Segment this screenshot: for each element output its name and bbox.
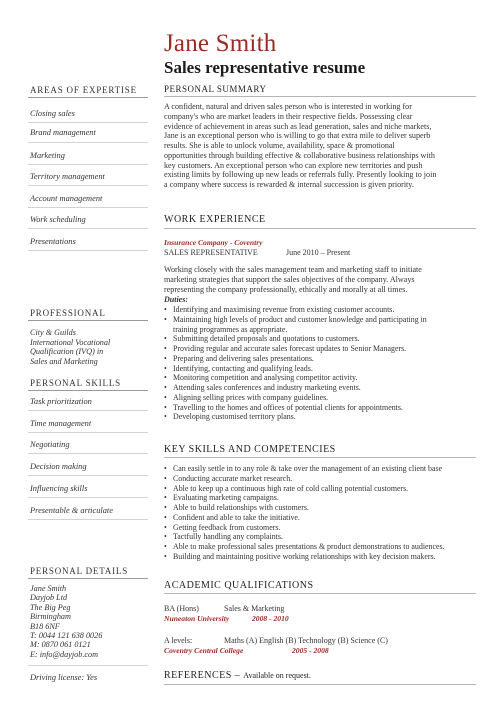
- bullet-icon: •: [164, 412, 167, 422]
- skill-item: Decision making: [30, 462, 87, 471]
- divider: [28, 250, 148, 251]
- expertise-item: Territory management: [30, 172, 105, 181]
- divider: [28, 228, 148, 229]
- divider: [28, 207, 148, 208]
- bullet-icon: •: [164, 493, 167, 503]
- skill-item: Task prioritization: [30, 397, 92, 406]
- skill-item: Time management: [30, 419, 92, 428]
- divider: [28, 432, 148, 433]
- expertise-rule: [28, 97, 148, 98]
- skill-item: Influencing skills: [30, 484, 88, 493]
- summary-rule: [164, 96, 476, 97]
- expertise-item: Presentations: [30, 237, 76, 246]
- bullet-icon: •: [164, 551, 167, 561]
- list-item: • Submitting detailed proposals and quotations to customers.: [164, 334, 360, 344]
- list-item: • Conducting accurate market research.: [164, 473, 293, 483]
- professional-heading: PROFESSIONAL: [30, 308, 106, 318]
- divider: [28, 122, 148, 123]
- duties-label: Duties:: [164, 295, 188, 304]
- bullet-icon: •: [164, 383, 167, 392]
- bullet-icon: •: [164, 344, 167, 353]
- list-item: • Can easily settle in to any role & take over the management of an existing client base: [164, 464, 443, 473]
- bullet-icon: •: [164, 363, 167, 373]
- skills-heading: KEY SKILLS AND COMPETENCIES: [164, 444, 336, 455]
- bullet-icon: •: [164, 483, 167, 493]
- work-intro: Working closely with the sales management team and marketing staff to initiate marketing strategies that support the sales objectives of the company. Always representing the company professionally, ethically and morally at all times.: [164, 265, 422, 294]
- bullet-icon: •: [164, 353, 167, 363]
- skill-item: Presentable & articulate: [30, 506, 113, 515]
- duties-list: [164, 305, 478, 422]
- contact-address: The Big Peg: [30, 602, 71, 612]
- personal-details-rule: [28, 578, 148, 579]
- list-item: • Identifying, contacting and qualifying leads.: [164, 363, 313, 373]
- personal-skills-rule: [28, 390, 148, 391]
- degree: BA (Hons): [164, 604, 199, 613]
- references-rule: [164, 684, 476, 685]
- references-text: Available on request.: [243, 671, 311, 680]
- divider: [28, 453, 148, 454]
- summary-text: A confident, natural and driven sales person who is interested in working for company's who are market leaders in their respective fields. Possessing clear evidence of achievement in areas such as lead generation, sales and niche markets, Jane is an exceptional person who is willing to go that extra mile to deliver superb results. She is able to unlock volume, availability, space & promotional opportunities through building effective & collaborative business relationships with key customers. An exceptional person who can explore new territories and push existing limits by following up new leads or referrals fully. Presently looking to join a company where success is rewarded & internal succession is given priority.: [164, 102, 437, 189]
- academic-rule: [164, 593, 476, 594]
- university-dates: 2008 - 2010: [252, 614, 289, 623]
- divider: [28, 519, 148, 520]
- divider: [28, 665, 148, 666]
- driving-license: Driving license: Yes: [30, 673, 98, 682]
- list-item: • Tactfully handling any complaints.: [164, 532, 283, 542]
- list-item: • Aligning selling prices with company guidelines.: [164, 392, 329, 402]
- personal-details-heading: PERSONAL DETAILS: [30, 566, 128, 576]
- bullet-icon: •: [164, 392, 167, 402]
- personal-skills-heading: PERSONAL SKILLS: [30, 378, 121, 388]
- divider: [28, 142, 148, 143]
- bullet-icon: •: [164, 314, 167, 324]
- bullet-icon: •: [164, 542, 167, 551]
- bullet-icon: •: [164, 305, 167, 314]
- references-line: [164, 670, 311, 681]
- references-heading: REFERENCES: [164, 670, 232, 681]
- skill-item: Negotiating: [30, 440, 70, 449]
- list-item: • Providing regular and accurate sales forecast updates to Senior Managers.: [164, 344, 407, 353]
- expertise-item: Marketing: [30, 151, 65, 160]
- academic-heading: ACADEMIC QUALIFICATIONS: [164, 580, 314, 591]
- list-item: • Able to keep up a continuous high rate of cold calling potential customers.: [164, 483, 409, 493]
- bullet-icon: •: [164, 512, 167, 522]
- skills-list: [164, 464, 478, 562]
- references-dash: –: [234, 670, 241, 681]
- bullet-icon: •: [164, 522, 167, 532]
- alevels-label: A levels:: [164, 636, 193, 645]
- contact-company: Dayjob Ltd: [30, 593, 68, 603]
- list-item: • Able to make professional sales presentations & product demonstrations to audiences.: [164, 542, 445, 551]
- document-title: Sales representative resume: [164, 58, 366, 77]
- job-dates: June 2010 – Present: [286, 248, 351, 257]
- list-item: • Preparing and delivering sales presentations.: [164, 353, 314, 363]
- company-name: Insurance Company - Coventry: [164, 238, 263, 247]
- list-item: • Developing customised territory plans.: [164, 412, 296, 422]
- alevels-grades: Maths (A) English (B) Technology (B) Science (C): [224, 636, 388, 645]
- contact-name: Jane Smith: [30, 584, 67, 593]
- list-item: • Attending sales conferences and industry marketing events.: [164, 383, 361, 392]
- list-item: • Travelling to the homes and offices of potential clients for appointments.: [164, 402, 403, 412]
- list-item: • Getting feedback from customers.: [164, 522, 281, 532]
- contact-mobile: M: 0870 061 0121: [30, 640, 91, 650]
- divider: [28, 475, 148, 476]
- work-heading: WORK EXPERIENCE: [164, 214, 266, 225]
- bullet-icon: •: [164, 402, 167, 412]
- bullet-icon: •: [164, 503, 167, 512]
- summary-heading: PERSONAL SUMMARY: [164, 84, 267, 94]
- work-rule: [164, 228, 476, 229]
- list-item: • Confident and able to take the initiative.: [164, 512, 300, 522]
- list-item: • Evaluating marketing campaigns.: [164, 493, 279, 503]
- bullet-icon: •: [164, 334, 167, 344]
- college-dates: 2005 - 2008: [292, 646, 329, 655]
- contact-city: Birmingham: [30, 612, 71, 622]
- bullet-icon: •: [164, 473, 167, 483]
- divider: [28, 164, 148, 165]
- list-item: training programmes as appropriate.: [173, 324, 288, 334]
- expertise-item: Brand management: [30, 128, 96, 137]
- contact-email: E: info@dayjob.com: [30, 649, 99, 659]
- divider: [28, 497, 148, 498]
- contact-details: [30, 584, 155, 659]
- expertise-item: Account management: [30, 194, 103, 203]
- contact-postcode: B18 6NF: [30, 621, 60, 631]
- list-item: • Able to build relationships with customers.: [164, 503, 309, 512]
- list-item: • Maintaining high levels of product and customer knowledge and participating in: [164, 314, 427, 324]
- expertise-item: Work scheduling: [30, 215, 86, 224]
- college-name: Coventry Central College: [164, 646, 244, 655]
- job-title: SALES REPRESENTATIVE: [164, 248, 258, 257]
- list-item: • Identifying and maximising revenue from existing customer accounts.: [164, 305, 395, 314]
- contact-phone: T: 0044 121 638 0026: [30, 631, 103, 641]
- expertise-heading: AREAS OF EXPERTISE: [30, 85, 137, 95]
- professional-rule: [28, 320, 148, 321]
- expertise-item: Closing sales: [30, 109, 75, 118]
- bullet-icon: •: [164, 373, 167, 383]
- list-item: • Building and maintaining positive working relationships with key decision makers.: [164, 551, 436, 561]
- university-name: Nuneaton University: [164, 614, 230, 623]
- professional-qualification: City & Guilds International Vocational Qualification (IVQ) in Sales and Marketing: [30, 328, 111, 366]
- candidate-name: Jane Smith: [164, 30, 277, 57]
- divider: [28, 185, 148, 186]
- skills-rule: [164, 457, 476, 458]
- degree-subject: Sales & Marketing: [224, 604, 285, 613]
- divider: [28, 410, 148, 411]
- list-item: • Monitoring competition and analysing competitor activity.: [164, 373, 358, 383]
- bullet-icon: •: [164, 532, 167, 542]
- bullet-icon: •: [164, 464, 167, 473]
